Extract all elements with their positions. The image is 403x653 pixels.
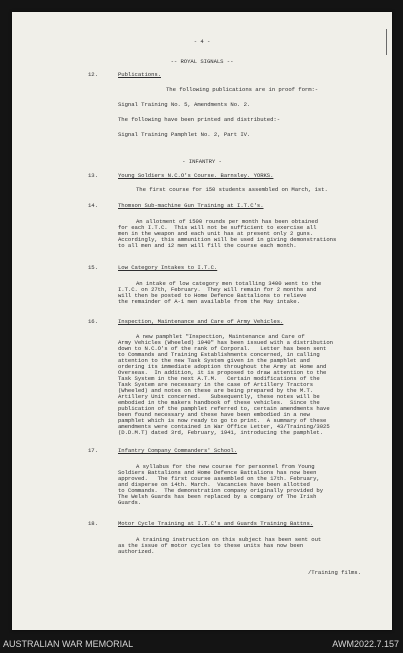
item-line: embodied in the makers handbook of these vehicles. Since the: [118, 399, 320, 406]
item-line: The Welsh Guards has been replaced by a company of The Irish: [118, 493, 317, 500]
item-line: Guards.: [118, 499, 142, 506]
item-number: 17.: [88, 447, 98, 454]
item-line: (D.D.M.T) dated 3rd, February, 1941, introducing the pamphlet.: [118, 429, 324, 436]
item-number: 13.: [88, 172, 98, 179]
item-line: I.T.C. on 27th, February. They will remain for 2 months and: [118, 286, 317, 293]
item-line: An intake of low category men totalling 3400 went to the: [136, 280, 322, 287]
item-line: Signal Training Pamphlet No. 2, Part IV.: [118, 131, 251, 138]
item-line: Soldiers Battalions and Home Defence Battalions has now been: [118, 469, 317, 476]
item-line: pamphlet which is now ready to go to print. A summary of these: [118, 417, 327, 424]
item-number: 12.: [88, 71, 98, 78]
footer-institution: AUSTRALIAN WAR MEMORIAL: [3, 639, 134, 649]
item-line: publication of the pamphlet referred to, certain amendments have: [118, 405, 330, 412]
item-heading: Infantry Company Commanders' School.: [118, 447, 238, 454]
document-page: [12, 12, 392, 630]
item-heading: Publications.: [118, 71, 161, 78]
item-line: Army Vehicles (Wheeled) 1940" has been issued with a distribution: [118, 339, 333, 346]
item-line: An allotment of 1500 rounds per month has been obtained: [136, 218, 318, 225]
item-number: 16.: [88, 318, 98, 325]
item-line: The following publications are in proof form:-: [166, 86, 319, 93]
item-line: men in the weapon and each unit has at present only 2 guns.: [118, 230, 314, 237]
item-line: as the issue of motor cycles to these units has now been: [118, 542, 304, 549]
section-heading-royal-signals: -- ROYAL SIGNALS --: [170, 58, 234, 65]
item-line: A training instruction on this subject has been sent out: [136, 536, 322, 543]
item-line: Task System in the next A.T.M. Certain modifications of the: [118, 375, 320, 382]
item-line: A new pamphlet "Inspection, Maintenance and Care of: [136, 333, 305, 340]
item-line: to Commands. The demonstration company originally provided by: [118, 487, 324, 494]
item-line: (Wheeled) and notes on these are being prepared by the M.T.: [118, 387, 314, 394]
item-heading: Motor Cycle Training at I.T.C's and Guards Training Battns.: [118, 520, 314, 527]
item-line: amendments were contained in War Office Letter, 43/Training/3025: [118, 423, 330, 430]
item-line: Signal Training No. 5, Amendments No. 2.: [118, 101, 251, 108]
item-number: 18.: [88, 520, 98, 527]
footer-reference: AWM2022.7.157: [332, 639, 399, 649]
item-line: to Commands and Training Establishments concerned, in calling: [118, 351, 320, 358]
item-line: Accordingly, this ammunition will be used in giving demonstrations: [118, 236, 337, 243]
archive-footer: [0, 635, 403, 653]
catchword: /Training films.: [308, 569, 361, 576]
page-number: - 4 -: [193, 38, 211, 45]
item-line: the remainder of A-1 men available from the May intake.: [118, 298, 300, 305]
item-line: Overseas. In addition, it is proposed to draw attention to the: [118, 369, 327, 376]
item-line: for each I.T.C. This will not be sufficient to exercise all: [118, 224, 317, 231]
item-line: authorized.: [118, 548, 155, 555]
item-line: attention to the new Task System given in the pamphlet and: [118, 357, 310, 364]
item-line: ordering its immediate adoption throughout the Army at Home and: [118, 363, 327, 370]
section-heading-infantry: - INFANTRY -: [182, 158, 222, 165]
item-line: been found necessary and these have been embodied in a new: [118, 411, 310, 418]
item-line: The following have been printed and distributed:-: [118, 116, 281, 123]
item-line: The first course for 150 students assembled on March, 1st.: [136, 186, 328, 193]
item-heading: Young Soldiers N.C.O's Course. Barnsley. YORKS.: [118, 172, 274, 179]
item-line: and disperse on 14th. March. Vacancies have been allotted: [118, 481, 310, 488]
item-number: 14.: [88, 202, 98, 209]
item-heading: Thomson Sub-machine Gun Training at I.T.C's.: [118, 202, 264, 209]
item-line: to all men and 12 men will fill the course each month.: [118, 242, 297, 249]
item-line: down to N.C.O's of the rank of Corporal. Letter has been sent: [118, 345, 327, 352]
item-heading: Inspection, Maintenance and Care of Army Vehicles.: [118, 318, 284, 325]
item-line: Task System are necessary in the case of Artillery Tractors: [118, 381, 314, 388]
item-line: will then be posted to Home Defence Battalions to relieve: [118, 292, 307, 299]
item-line: Artillery Unit concerned. Subsequently, these notes will be: [118, 393, 320, 400]
item-line: A syllabus for the new course for personnel from Young: [136, 463, 315, 470]
item-heading: Low Category Intakes to I.T.C.: [118, 264, 218, 271]
item-line: approved. The first course assembled on the 17th. February,: [118, 475, 320, 482]
item-number: 15.: [88, 264, 98, 271]
